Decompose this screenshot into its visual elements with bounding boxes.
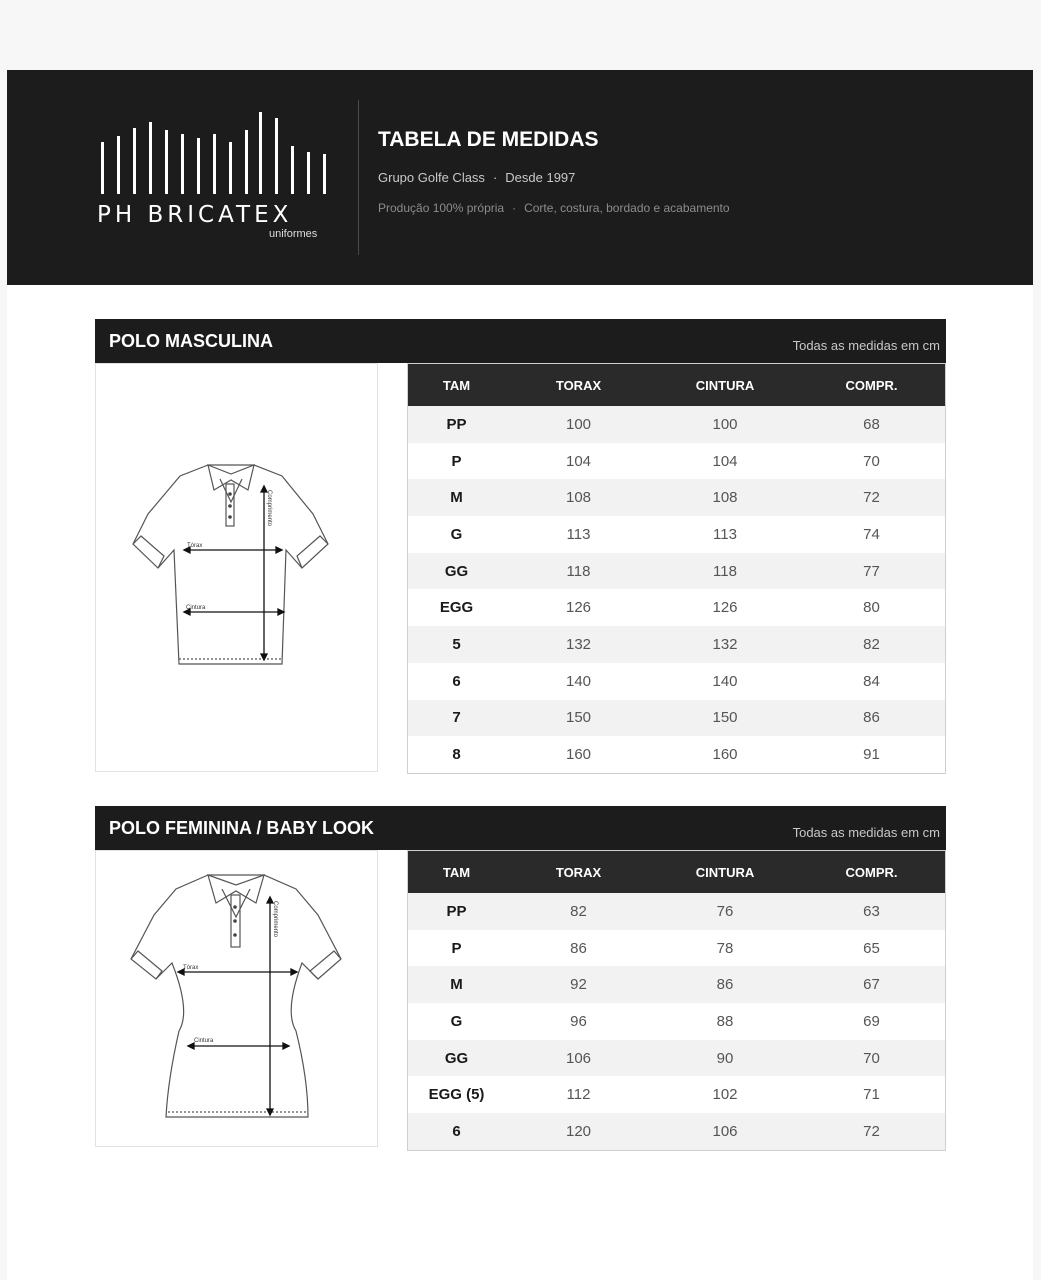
- size-cell: P: [451, 939, 462, 957]
- company-since: Desde 1997: [505, 170, 576, 185]
- table-row: [408, 966, 945, 1003]
- chest-cell: 96: [570, 1012, 587, 1030]
- waist-label: Cintura: [186, 605, 206, 611]
- size-cell: GG: [444, 1049, 469, 1067]
- table-row: [408, 893, 945, 930]
- logo-wordmark: PH BRICATEX: [97, 202, 293, 228]
- waist-cell: 150: [712, 709, 738, 727]
- column-header: COMPR.: [845, 864, 898, 880]
- waist-cell: 106: [712, 1122, 738, 1140]
- size-cell: 6: [452, 1122, 461, 1140]
- chest-cell: 82: [570, 902, 587, 920]
- size-cell: M: [450, 976, 463, 994]
- table-row: [408, 479, 945, 516]
- size-cell: G: [450, 525, 463, 543]
- table-row: [408, 406, 945, 443]
- table-row: [408, 1003, 945, 1040]
- length-cell: 77: [863, 562, 880, 580]
- female-polo-shirt-icon: [96, 851, 379, 1148]
- length-cell: 65: [863, 939, 880, 957]
- size-cell: PP: [446, 415, 467, 433]
- chest-cell: 160: [565, 746, 592, 764]
- logo-subtitle: uniformes: [269, 228, 318, 240]
- size-cell: 5: [452, 635, 461, 653]
- chest-cell: 150: [565, 709, 592, 727]
- length-cell: 71: [863, 1086, 880, 1104]
- header-banner: [7, 70, 1033, 285]
- table-row: [408, 700, 945, 737]
- chest-cell: 140: [565, 672, 592, 690]
- length-cell: 72: [863, 489, 880, 507]
- size-table-masculina: [407, 363, 946, 774]
- size-cell: 8: [452, 746, 461, 764]
- size-cell: GG: [444, 562, 469, 580]
- table-row: [408, 1113, 945, 1150]
- waist-cell: 126: [712, 599, 738, 617]
- waist-cell: 118: [713, 562, 737, 580]
- size-cell: P: [451, 452, 462, 470]
- length-cell: 69: [863, 1012, 880, 1030]
- units-note: Todas as medidas em cm: [792, 825, 940, 840]
- length-cell: 91: [863, 746, 880, 764]
- length-cell: 63: [863, 902, 880, 920]
- header-company-line: [378, 170, 575, 185]
- header-divider: [358, 100, 359, 255]
- section-title: POLO FEMININA / BABY LOOK: [109, 818, 375, 838]
- length-cell: 67: [863, 976, 880, 994]
- chest-cell: 126: [565, 599, 592, 617]
- column-header: COMPR.: [845, 377, 898, 393]
- length-cell: 74: [863, 525, 880, 543]
- units-note: Todas as medidas em cm: [792, 338, 940, 353]
- table-row: [408, 443, 945, 480]
- table-row: [408, 516, 945, 553]
- size-table-feminina: [407, 850, 946, 1151]
- column-header: TAM: [442, 377, 471, 393]
- table-row: [408, 1076, 945, 1113]
- waist-cell: 102: [712, 1086, 738, 1104]
- waist-cell: 113: [713, 525, 737, 543]
- chest-cell: 86: [570, 939, 587, 957]
- table-row: [408, 1040, 945, 1077]
- logo-bars-icon: [99, 108, 329, 198]
- section-polo-feminina: [95, 806, 946, 1148]
- table-row: [408, 736, 945, 773]
- shirt-diagram-panel: [95, 850, 378, 1147]
- length-cell: 80: [863, 599, 880, 617]
- chest-cell: 120: [565, 1122, 592, 1140]
- section-header: [95, 319, 946, 363]
- production-note: Produção 100% própria: [378, 201, 505, 215]
- column-header: CINTURA: [695, 377, 755, 393]
- chest-cell: 132: [565, 635, 592, 653]
- chest-cell: 112: [566, 1086, 591, 1104]
- table-header: [408, 364, 945, 406]
- size-cell: 6: [452, 672, 461, 690]
- size-cell: 7: [452, 709, 461, 727]
- length-label: Comprimento: [272, 901, 278, 938]
- table-row: [408, 553, 945, 590]
- section-header: [95, 806, 946, 850]
- waist-cell: 108: [712, 489, 738, 507]
- waist-cell: 160: [712, 746, 738, 764]
- header-production-line: [378, 201, 730, 215]
- table-row: [408, 626, 945, 663]
- size-cell: M: [450, 489, 463, 507]
- table-header: [408, 851, 945, 893]
- length-cell: 68: [863, 415, 880, 433]
- size-cell: G: [450, 1012, 463, 1030]
- chest-cell: 106: [565, 1049, 592, 1067]
- size-cell: PP: [446, 902, 467, 920]
- waist-label: Cintura: [194, 1038, 214, 1044]
- section-title: POLO MASCULINA: [109, 331, 273, 351]
- separator-dot: ·: [512, 201, 517, 215]
- length-cell: 84: [863, 672, 880, 690]
- separator-dot: ·: [492, 170, 498, 185]
- page-title: TABELA DE MEDIDAS: [378, 128, 599, 151]
- chest-cell: 100: [565, 415, 592, 433]
- column-header: TAM: [442, 864, 471, 880]
- services-note: Corte, costura, bordado e acabamento: [524, 201, 730, 215]
- waist-cell: 76: [716, 902, 734, 920]
- length-cell: 72: [863, 1122, 880, 1140]
- table-row: [408, 589, 945, 626]
- waist-cell: 88: [716, 1012, 734, 1030]
- column-header: TORAX: [555, 864, 602, 880]
- table-row: [408, 930, 945, 967]
- column-header: CINTURA: [695, 864, 755, 880]
- length-cell: 82: [863, 635, 880, 653]
- shirt-diagram-panel: [95, 363, 378, 772]
- table-row: [408, 663, 945, 700]
- male-polo-shirt-icon: [96, 364, 379, 773]
- length-label: Comprimento: [266, 490, 272, 527]
- section-polo-masculina: [95, 319, 946, 773]
- chest-label: Tórax: [187, 543, 203, 549]
- length-cell: 70: [863, 452, 880, 470]
- waist-cell: 140: [712, 672, 738, 690]
- waist-cell: 132: [712, 635, 738, 653]
- waist-cell: 78: [716, 939, 734, 957]
- chest-cell: 113: [566, 525, 591, 543]
- length-cell: 70: [863, 1049, 880, 1067]
- length-cell: 86: [863, 709, 880, 727]
- company-name: Grupo Golfe Class: [378, 170, 485, 185]
- waist-cell: 90: [716, 1049, 734, 1067]
- waist-cell: 104: [712, 452, 738, 470]
- column-header: TORAX: [555, 377, 602, 393]
- chest-cell: 104: [565, 452, 592, 470]
- size-cell: EGG: [439, 599, 474, 617]
- brand-logo: [97, 108, 337, 248]
- chest-cell: 92: [570, 976, 587, 994]
- size-chart-sheet: [7, 70, 1033, 1280]
- chest-label: Tórax: [183, 965, 199, 971]
- waist-cell: 86: [716, 976, 734, 994]
- waist-cell: 100: [712, 415, 738, 433]
- size-cell: EGG (5): [428, 1086, 485, 1104]
- chest-cell: 108: [565, 489, 592, 507]
- chest-cell: 118: [566, 562, 591, 580]
